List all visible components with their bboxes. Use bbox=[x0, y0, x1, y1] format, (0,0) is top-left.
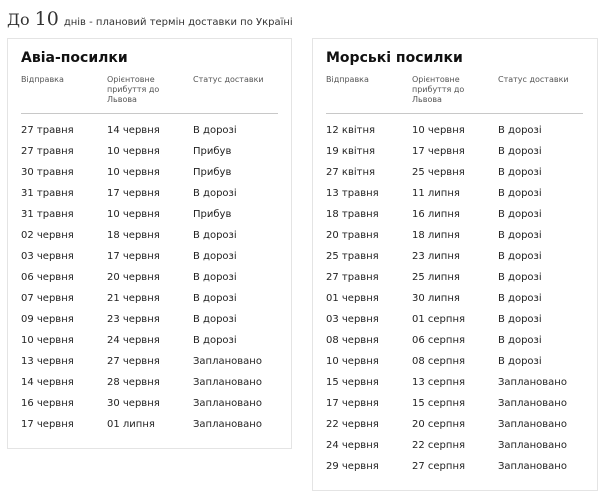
arrival-date: 21 червня bbox=[107, 293, 160, 304]
departure-date: 16 червня bbox=[21, 398, 74, 409]
table-row bbox=[326, 166, 586, 187]
delivery-status: Заплановано bbox=[498, 461, 567, 472]
delivery-status: В дорозі bbox=[498, 272, 542, 283]
arrival-date: 06 серпня bbox=[412, 335, 465, 346]
departure-date: 27 травня bbox=[21, 146, 74, 157]
delivery-status: Прибув bbox=[193, 209, 232, 220]
table-row bbox=[326, 355, 586, 376]
delivery-status: Заплановано bbox=[193, 377, 262, 388]
arrival-date: 20 червня bbox=[107, 272, 160, 283]
table-row bbox=[21, 397, 281, 418]
table-row bbox=[326, 229, 586, 250]
table-row bbox=[326, 418, 586, 439]
arrival-date: 30 червня bbox=[107, 398, 160, 409]
table-row bbox=[326, 313, 586, 334]
arrival-date: 13 серпня bbox=[412, 377, 465, 388]
departure-date: 01 червня bbox=[326, 293, 379, 304]
arrival-date: 24 червня bbox=[107, 335, 160, 346]
column-header-arrival: Орієнтовне прибуття до Львова bbox=[412, 75, 465, 104]
departure-date: 19 квітня bbox=[326, 146, 375, 157]
column-header-departure: Відправка bbox=[326, 75, 369, 84]
arrival-date: 17 червня bbox=[412, 146, 465, 157]
table-row bbox=[326, 271, 586, 292]
arrival-date: 18 червня bbox=[107, 230, 160, 241]
arrival-date: 15 серпня bbox=[412, 398, 465, 409]
departure-date: 31 травня bbox=[21, 188, 74, 199]
air-table-header bbox=[21, 75, 278, 114]
table-row bbox=[21, 376, 281, 397]
table-row bbox=[326, 124, 586, 145]
table-row bbox=[326, 292, 586, 313]
table-row bbox=[326, 145, 586, 166]
air-parcels-card bbox=[7, 38, 292, 449]
delivery-status: В дорозі bbox=[193, 251, 237, 262]
departure-date: 10 червня bbox=[21, 335, 74, 346]
arrival-date: 10 червня bbox=[107, 146, 160, 157]
sea-table-body bbox=[326, 124, 586, 481]
delivery-status: Заплановано bbox=[498, 377, 567, 388]
delivery-status: В дорозі bbox=[193, 314, 237, 325]
departure-date: 07 червня bbox=[21, 293, 74, 304]
sea-parcels-card bbox=[312, 38, 598, 491]
table-row bbox=[326, 460, 586, 481]
column-header-arrival: Орієнтовне прибуття до Львова bbox=[107, 75, 160, 104]
departure-date: 02 червня bbox=[21, 230, 74, 241]
arrival-date: 10 червня bbox=[107, 167, 160, 178]
arrival-date: 28 червня bbox=[107, 377, 160, 388]
departure-date: 10 червня bbox=[326, 356, 379, 367]
delivery-status: В дорозі bbox=[498, 167, 542, 178]
table-row bbox=[21, 166, 281, 187]
departure-date: 06 червня bbox=[21, 272, 74, 283]
air-table-body bbox=[21, 124, 281, 439]
delivery-status: В дорозі bbox=[498, 356, 542, 367]
departure-date: 13 червня bbox=[21, 356, 74, 367]
table-row bbox=[326, 439, 586, 460]
delivery-status: Заплановано bbox=[193, 398, 262, 409]
delivery-headline bbox=[7, 8, 293, 32]
delivery-status: Заплановано bbox=[498, 419, 567, 430]
departure-date: 12 квітня bbox=[326, 125, 375, 136]
delivery-status: В дорозі bbox=[498, 335, 542, 346]
headline-prefix: До bbox=[7, 10, 30, 29]
delivery-status: Заплановано bbox=[193, 356, 262, 367]
delivery-status: Прибув bbox=[193, 146, 232, 157]
column-header-status: Статус доставки bbox=[193, 75, 264, 84]
table-row bbox=[21, 418, 281, 439]
departure-date: 27 травня bbox=[21, 125, 74, 136]
table-row bbox=[21, 292, 281, 313]
delivery-status: В дорозі bbox=[498, 125, 542, 136]
arrival-date: 16 липня bbox=[412, 209, 460, 220]
arrival-date: 17 червня bbox=[107, 188, 160, 199]
arrival-date: 17 червня bbox=[107, 251, 160, 262]
departure-date: 14 червня bbox=[21, 377, 74, 388]
delivery-status: В дорозі bbox=[193, 335, 237, 346]
delivery-status: В дорозі bbox=[498, 293, 542, 304]
table-row bbox=[21, 313, 281, 334]
delivery-status: Заплановано bbox=[498, 440, 567, 451]
table-row bbox=[21, 229, 281, 250]
headline-days-number: 10 bbox=[34, 8, 59, 30]
departure-date: 17 червня bbox=[326, 398, 379, 409]
table-row bbox=[21, 187, 281, 208]
arrival-date: 27 серпня bbox=[412, 461, 465, 472]
delivery-status: В дорозі bbox=[193, 230, 237, 241]
table-row bbox=[21, 271, 281, 292]
table-row bbox=[326, 250, 586, 271]
arrival-date: 25 червня bbox=[412, 167, 465, 178]
delivery-status: В дорозі bbox=[193, 188, 237, 199]
table-row bbox=[21, 124, 281, 145]
column-header-status: Статус доставки bbox=[498, 75, 569, 84]
delivery-status: В дорозі bbox=[498, 209, 542, 220]
air-parcels-title: Авіа-посилки bbox=[21, 50, 128, 66]
delivery-status: В дорозі bbox=[193, 125, 237, 136]
arrival-date: 20 серпня bbox=[412, 419, 465, 430]
departure-date: 03 червня bbox=[326, 314, 379, 325]
departure-date: 13 травня bbox=[326, 188, 379, 199]
delivery-status: В дорозі bbox=[498, 251, 542, 262]
arrival-date: 23 липня bbox=[412, 251, 460, 262]
departure-date: 25 травня bbox=[326, 251, 379, 262]
departure-date: 20 травня bbox=[326, 230, 379, 241]
departure-date: 24 червня bbox=[326, 440, 379, 451]
table-row bbox=[326, 397, 586, 418]
table-row bbox=[21, 355, 281, 376]
arrival-date: 18 липня bbox=[412, 230, 460, 241]
headline-text: днів - плановий термін доставки по Україні bbox=[63, 17, 293, 28]
column-header-departure: Відправка bbox=[21, 75, 64, 84]
departure-date: 08 червня bbox=[326, 335, 379, 346]
departure-date: 31 травня bbox=[21, 209, 74, 220]
delivery-status: Заплановано bbox=[193, 419, 262, 430]
departure-date: 29 червня bbox=[326, 461, 379, 472]
delivery-status: В дорозі bbox=[498, 146, 542, 157]
sea-parcels-title: Морські посилки bbox=[326, 50, 463, 66]
delivery-status: Прибув bbox=[193, 167, 232, 178]
delivery-status: В дорозі bbox=[498, 230, 542, 241]
arrival-date: 01 липня bbox=[107, 419, 155, 430]
arrival-date: 27 червня bbox=[107, 356, 160, 367]
arrival-date: 01 серпня bbox=[412, 314, 465, 325]
arrival-date: 10 червня bbox=[412, 125, 465, 136]
delivery-status: В дорозі bbox=[498, 314, 542, 325]
delivery-status: В дорозі bbox=[193, 293, 237, 304]
table-row bbox=[326, 376, 586, 397]
arrival-date: 25 липня bbox=[412, 272, 460, 283]
table-row bbox=[21, 334, 281, 355]
table-row bbox=[326, 187, 586, 208]
departure-date: 27 травня bbox=[326, 272, 379, 283]
departure-date: 18 травня bbox=[326, 209, 379, 220]
arrival-date: 14 червня bbox=[107, 125, 160, 136]
arrival-date: 22 серпня bbox=[412, 440, 465, 451]
departure-date: 09 червня bbox=[21, 314, 74, 325]
arrival-date: 10 червня bbox=[107, 209, 160, 220]
delivery-status: В дорозі bbox=[498, 188, 542, 199]
departure-date: 17 червня bbox=[21, 419, 74, 430]
departure-date: 22 червня bbox=[326, 419, 379, 430]
delivery-status: В дорозі bbox=[193, 272, 237, 283]
arrival-date: 11 липня bbox=[412, 188, 460, 199]
arrival-date: 08 серпня bbox=[412, 356, 465, 367]
table-row bbox=[21, 145, 281, 166]
sea-table-header bbox=[326, 75, 583, 114]
arrival-date: 30 липня bbox=[412, 293, 460, 304]
departure-date: 30 травня bbox=[21, 167, 74, 178]
departure-date: 27 квітня bbox=[326, 167, 375, 178]
delivery-status: Заплановано bbox=[498, 398, 567, 409]
table-row bbox=[326, 208, 586, 229]
table-row bbox=[326, 334, 586, 355]
departure-date: 03 червня bbox=[21, 251, 74, 262]
departure-date: 15 червня bbox=[326, 377, 379, 388]
table-row bbox=[21, 250, 281, 271]
arrival-date: 23 червня bbox=[107, 314, 160, 325]
table-row bbox=[21, 208, 281, 229]
